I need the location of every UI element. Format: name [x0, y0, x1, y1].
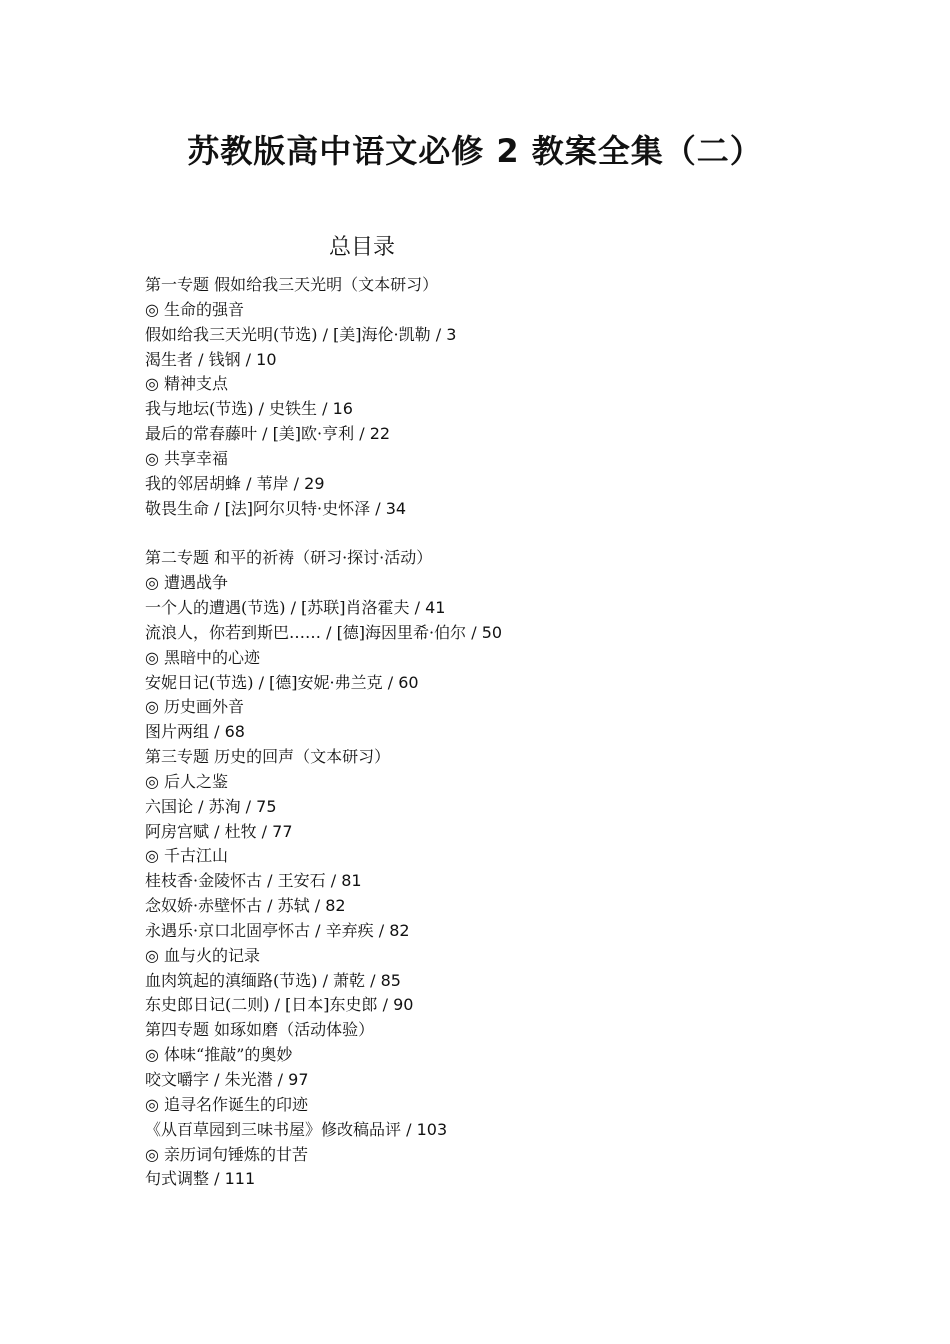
toc-entry — [145, 447, 865, 472]
toc-entry-page-number: 41 — [425, 597, 446, 617]
toc-entry — [145, 323, 865, 348]
toc-entry-text: ◎ 遭遇战争 — [145, 573, 229, 593]
toc-entry-page-number: 77 — [272, 821, 293, 841]
toc-entry-text: 安妮日记(节选) / [德]安妮·弗兰克 / — [145, 672, 399, 692]
toc-entry — [145, 969, 865, 994]
toc-entry — [145, 1068, 865, 1093]
toc-entry-page-number: 34 — [385, 498, 407, 518]
toc-entry-page-number: 111 — [224, 1169, 256, 1189]
toc-entry — [145, 820, 865, 845]
toc-entry — [145, 1093, 865, 1118]
toc-entry-text: 第三专题 历史的回声（文本研习） — [145, 747, 391, 767]
toc-entry — [145, 372, 865, 397]
toc-entry-text: 敬畏生命 / [法]阿尔贝特·史怀泽 / — [145, 498, 386, 518]
toc-entry-text: 图片两组 / — [145, 722, 225, 742]
toc-entry-page-number: 85 — [380, 970, 401, 990]
toc-entry-page-number: 3 — [446, 324, 457, 344]
toc-entry — [145, 273, 865, 298]
toc-entry-text: 我与地坛(节选) / 史铁生 / — [145, 399, 333, 419]
toc-entry — [145, 844, 865, 869]
toc-entry — [145, 298, 865, 323]
toc-entry — [145, 1018, 865, 1043]
toc-entry — [145, 1167, 865, 1192]
toc-entry-text: ◎ 黑暗中的心迹 — [145, 647, 261, 667]
toc-entry — [145, 1143, 865, 1168]
toc-entry — [145, 770, 865, 795]
toc-entry-text: ◎ 历史画外音 — [145, 697, 245, 717]
toc-entry-page-number: 60 — [398, 672, 419, 692]
toc-entry-text: 血肉筑起的滇缅路(节选) / 萧乾 / — [145, 970, 381, 990]
toc-entry — [145, 596, 865, 621]
toc-entry-text: 假如给我三天光明(节选) / [美]海伦·凯勒 / — [145, 324, 447, 344]
toc-entry — [145, 695, 865, 720]
toc-entry-text: ◎ 亲历词句锤炼的甘苦 — [145, 1144, 309, 1164]
toc-entry-text: ◎ 追寻名作诞生的印迹 — [145, 1094, 309, 1114]
toc-entry-text: 渴生者 / 钱钢 / — [145, 349, 257, 369]
toc-entry — [145, 671, 865, 696]
toc-entry — [145, 869, 865, 894]
toc-entry-text: 第四专题 如琢如磨（活动体验） — [145, 1020, 375, 1040]
toc-entry-page-number: 81 — [341, 871, 362, 891]
toc-entry — [145, 1043, 865, 1068]
toc-entry — [145, 397, 865, 422]
toc-entry — [145, 571, 865, 596]
toc-entry-text: 最后的常春藤叶 / [美]欧·亨利 / — [145, 424, 370, 444]
toc-entry-page-number: 22 — [369, 424, 391, 444]
toc-entry-text: 第二专题 和平的祈祷（研习·探讨·活动） — [145, 548, 433, 568]
toc-entry-page-number: 10 — [256, 349, 277, 369]
toc-entry-page-number: 82 — [389, 920, 410, 940]
toc-entry-text: ◎ 生命的强音 — [145, 299, 245, 319]
toc-entry — [145, 422, 865, 447]
toc-entry — [145, 993, 865, 1018]
toc-entry — [145, 795, 865, 820]
toc-entry-text: 阿房宫赋 / 杜牧 / — [145, 821, 273, 841]
toc-entry-text: 永遇乐·京口北固亭怀古 / 辛弃疾 / — [145, 920, 390, 940]
toc-entry-text: ◎ 体味“推敲”的奥妙 — [145, 1045, 293, 1065]
toc-entry — [145, 348, 865, 373]
toc-entry — [145, 497, 865, 522]
toc-entry — [145, 894, 865, 919]
toc-entry-page-number: 29 — [304, 473, 325, 493]
page-title: 苏教版高中语文必修 2 教案全集（二） — [187, 132, 763, 170]
toc-entry-page-number: 68 — [224, 722, 245, 742]
toc-entry-text: 六国论 / 苏洵 / — [145, 796, 257, 816]
toc-entry-page-number: 50 — [481, 622, 503, 642]
toc-entry — [145, 646, 865, 671]
toc-entry-text: 我的邻居胡蜂 / 苇岸 / — [145, 473, 305, 493]
toc-entry — [145, 521, 865, 546]
toc-entry — [145, 546, 865, 571]
toc-entry — [145, 745, 865, 770]
toc-entry-page-number: 103 — [416, 1119, 448, 1139]
toc-entry — [145, 472, 865, 497]
toc-entry-text: 《从百草园到三味书屋》修改稿品评 / — [145, 1119, 417, 1139]
toc-entry-text: 桂枝香·金陵怀古 / 王安石 / — [145, 871, 342, 891]
toc-entry-text: ◎ 千古江山 — [145, 846, 229, 866]
toc-entry-text: 咬文嚼字 / 朱光潜 / — [145, 1070, 289, 1089]
toc-entry-page-number: 97 — [288, 1070, 309, 1089]
toc-entry-page-number: 90 — [393, 995, 414, 1015]
toc-entry-page-number: 82 — [325, 896, 346, 916]
toc-entry — [145, 919, 865, 944]
toc-entry-text: 句式调整 / — [145, 1169, 225, 1189]
toc-list — [145, 273, 865, 1192]
toc-entry — [145, 720, 865, 745]
toc-entry — [145, 621, 865, 646]
toc-entry-text: ◎ 后人之鉴 — [145, 771, 229, 791]
toc-entry-text: ◎ 血与火的记录 — [145, 945, 261, 965]
toc-entry-text: 第一专题 假如给我三天光明（文本研习） — [145, 275, 439, 294]
toc-entry-text: 一个人的遭遇(节选) / [苏联]肖洛霍夫 / — [145, 597, 426, 617]
toc-entry — [145, 1118, 865, 1143]
toc-entry-text: ◎ 共享幸福 — [145, 448, 229, 468]
toc-entry-text: ◎ 精神支点 — [145, 374, 229, 394]
toc-entry-page-number: 75 — [256, 796, 277, 816]
toc-heading: 总目录 — [328, 235, 395, 260]
toc-entry — [145, 944, 865, 969]
toc-entry-text: 流浪人，你若到斯巴…… / [德]海因里希·伯尔 / — [145, 622, 482, 642]
toc-entry-page-number: 16 — [332, 399, 353, 419]
toc-entry-text: 东史郎日记(二则) / [日本]东史郎 / — [145, 995, 394, 1015]
toc-entry-text: 念奴娇·赤壁怀古 / 苏轼 / — [145, 896, 326, 916]
